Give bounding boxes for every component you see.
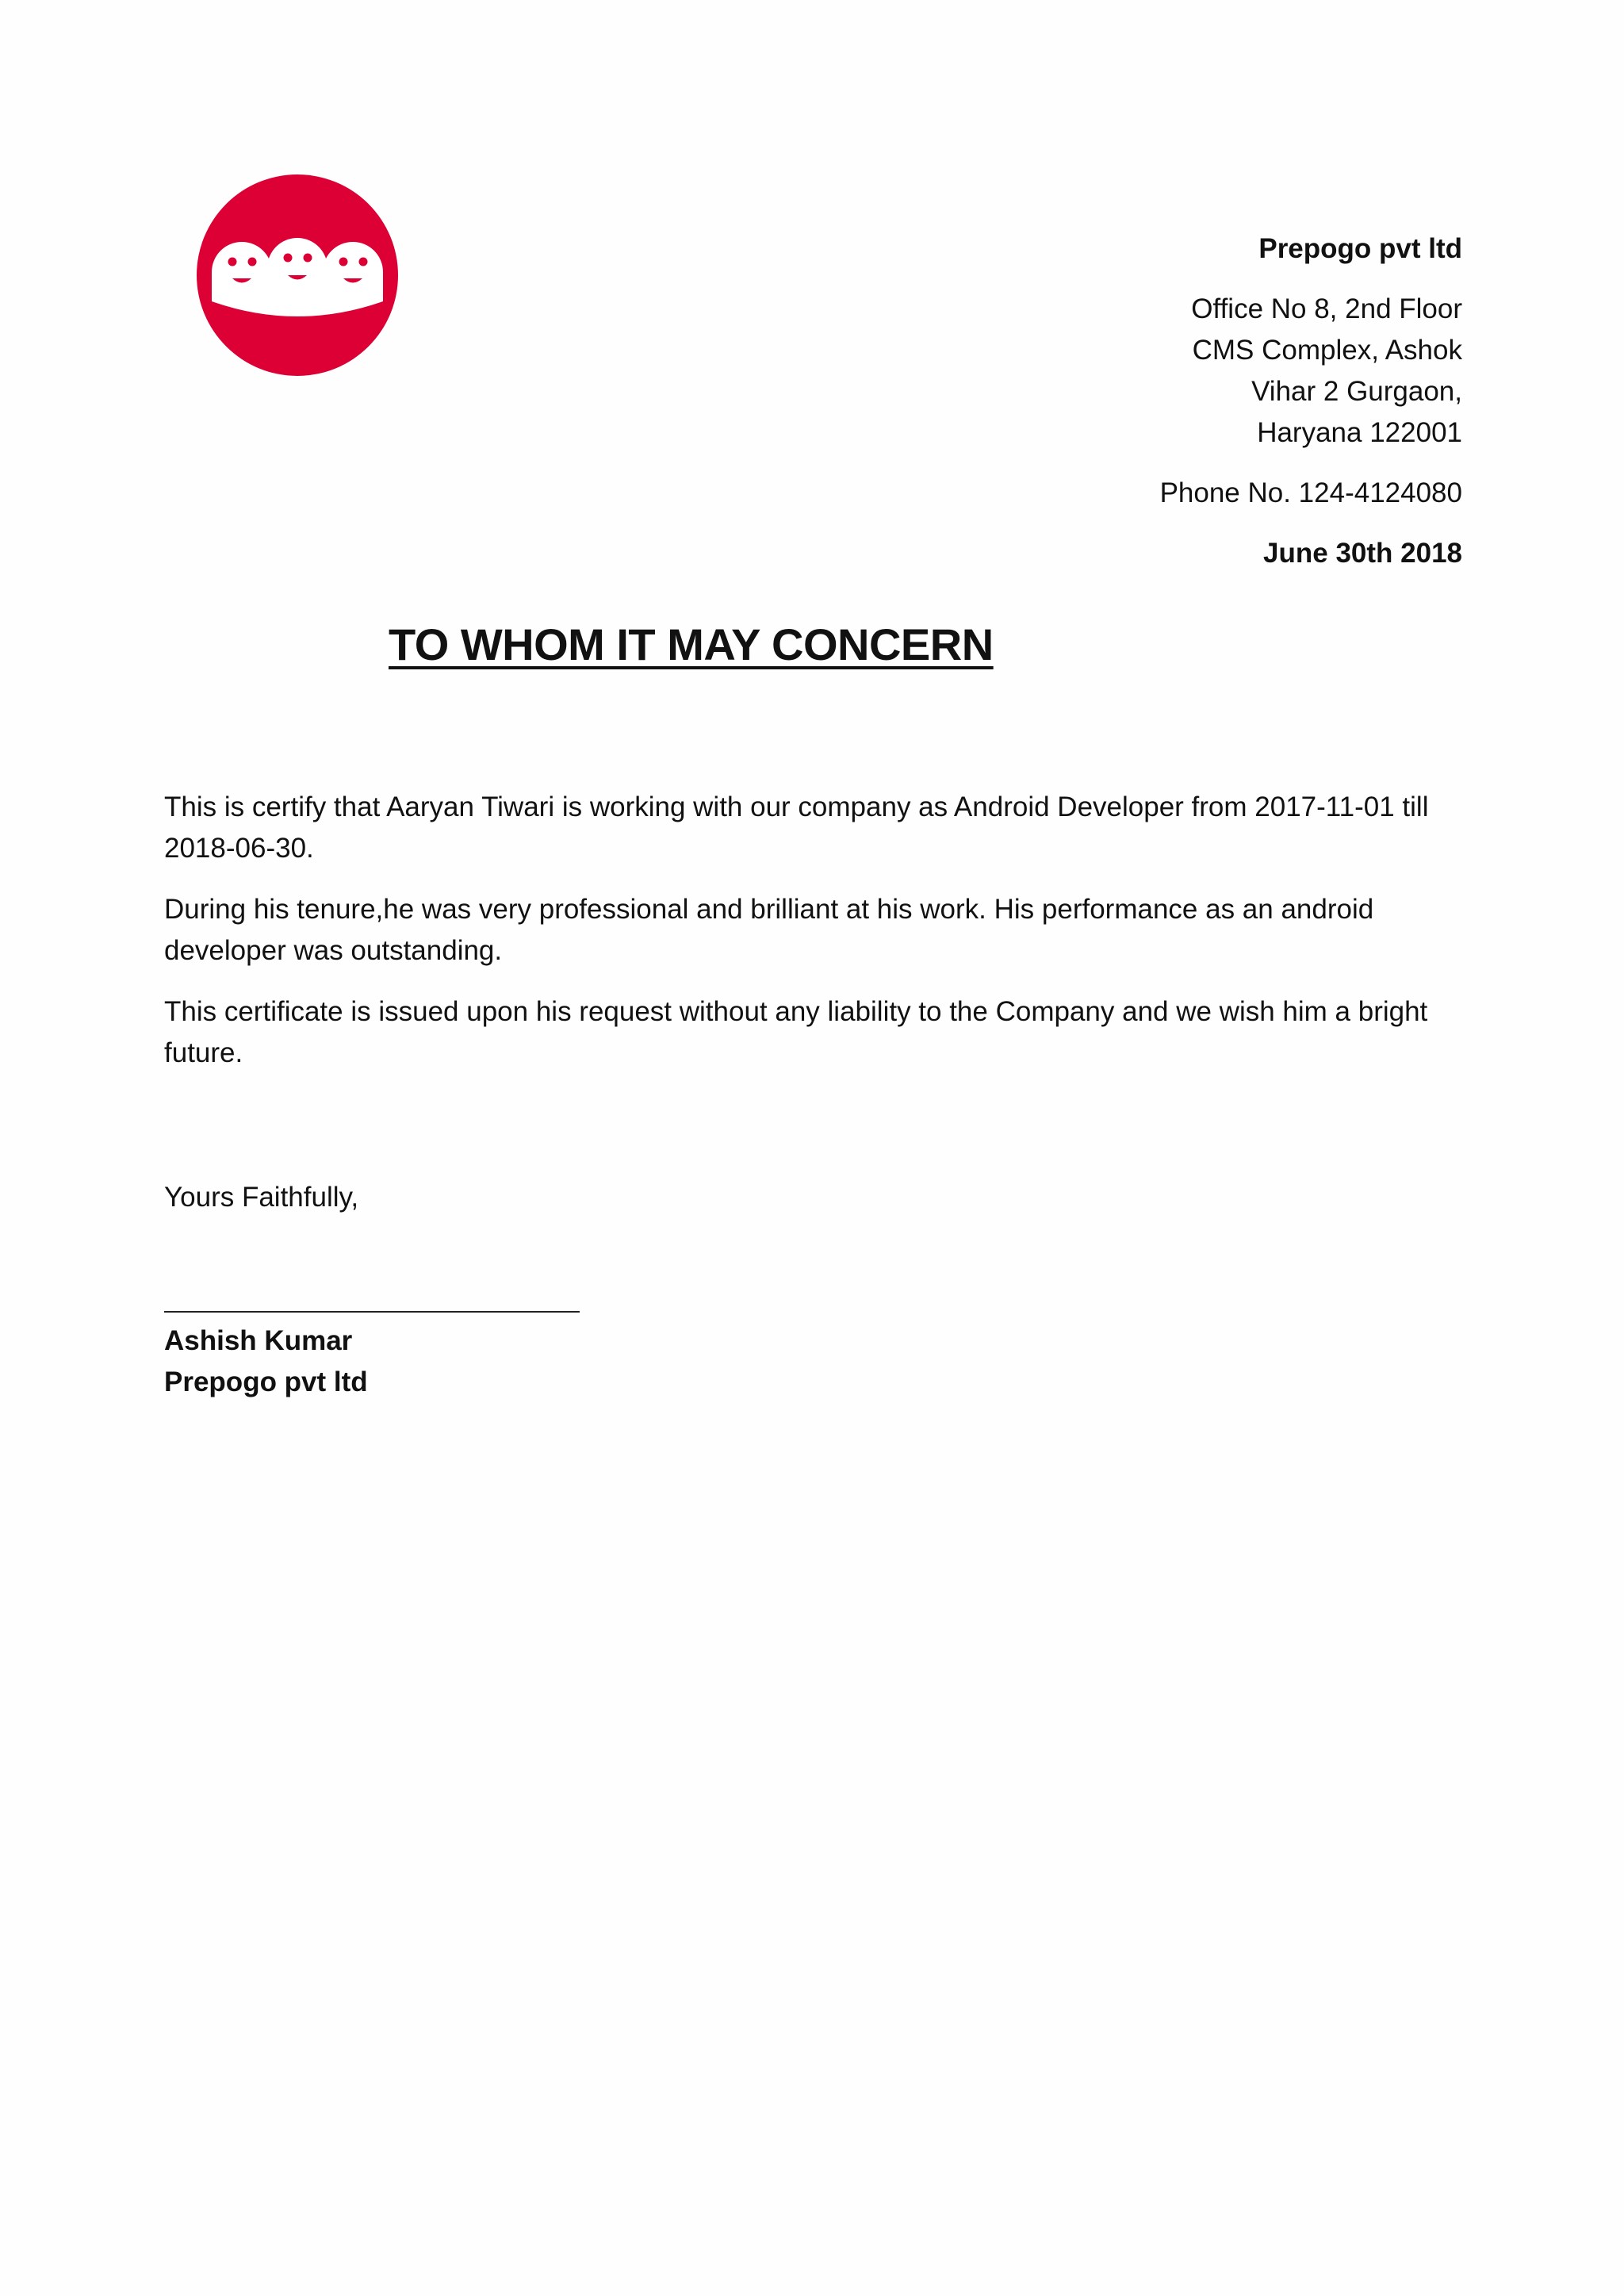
closing-salutation: Yours Faithfully, bbox=[164, 1182, 359, 1213]
signer-name: Ashish Kumar bbox=[164, 1325, 353, 1356]
company-logo-icon bbox=[197, 174, 398, 376]
signature-line bbox=[164, 1311, 580, 1313]
body-paragraph: This certificate is issued upon his request without any liability to the Company and we wish him a bright future. bbox=[164, 996, 1428, 1068]
letter-heading: TO WHOM IT MAY CONCERN bbox=[389, 619, 994, 669]
address-line: Vihar 2 Gurgaon, bbox=[1251, 376, 1462, 407]
address-line: CMS Complex, Ashok bbox=[1192, 335, 1462, 366]
company-name: Prepogo pvt ltd bbox=[1258, 233, 1462, 264]
company-address bbox=[986, 289, 1462, 454]
body-paragraph: This is certify that Aaryan Tiwari is working with our company as Android Developer from 2017-11-01 till 2018-06-30. bbox=[164, 792, 1429, 864]
address-line: Haryana 122001 bbox=[1257, 417, 1462, 448]
signer-company: Prepogo pvt ltd bbox=[164, 1366, 368, 1397]
body-paragraph: During his tenure,he was very professional and brilliant at his work. His performance as an android developer was outstanding. bbox=[164, 894, 1374, 966]
signer-block bbox=[164, 1320, 368, 1403]
company-info bbox=[986, 228, 1462, 574]
letter-body bbox=[164, 787, 1465, 1094]
letter-date: June 30th 2018 bbox=[1263, 538, 1462, 569]
company-phone: Phone No. 124-4124080 bbox=[1159, 477, 1462, 508]
address-line: Office No 8, 2nd Floor bbox=[1191, 293, 1462, 324]
